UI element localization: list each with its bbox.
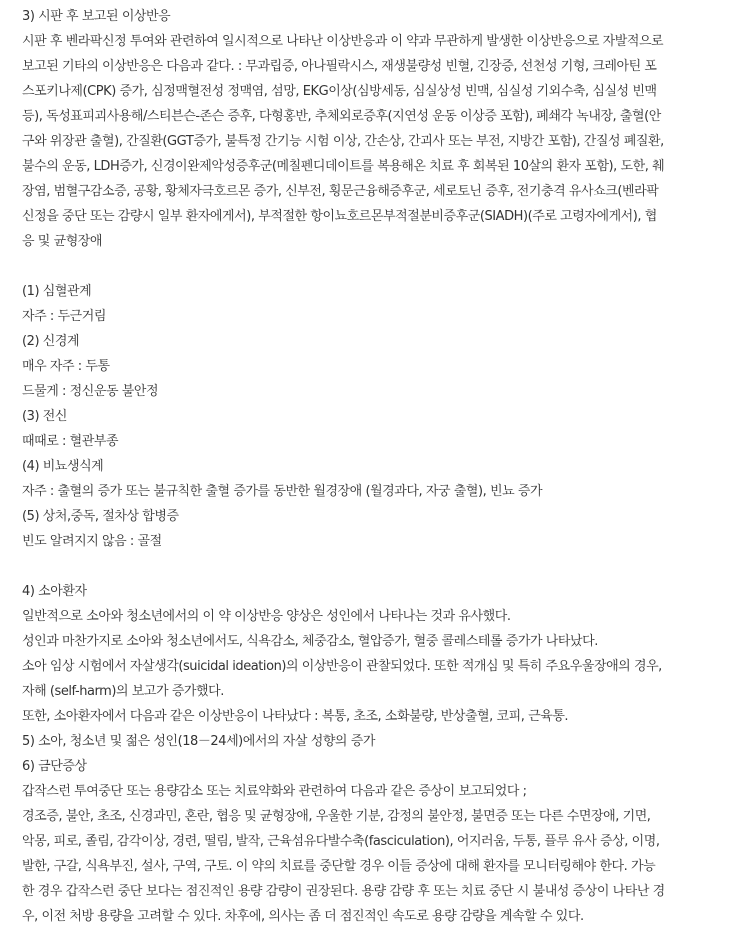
paragraph-line: 소아 임상 시험에서 자살생각(suicidal ideation)의 이상반응이 관찰되었다. 또한 적개심 및 특히 주요우울장애의 경우, xyxy=(22,659,662,674)
paragraph-line: 자해 (self-harm)의 보고가 증가했다. xyxy=(22,684,224,699)
list-heading: (4) 비뇨생식계 xyxy=(22,459,104,474)
paragraph-line: 응 및 균형장애 xyxy=(22,234,103,249)
paragraph-line: 장염, 범혈구감소증, 공황, 황체자극호르몬 증가, 신부전, 횡문근융해증후군, 세로토닌 증후, 전기충격 유사쇼크(벤라팍 xyxy=(22,184,659,199)
paragraph-line: 등), 독성표피괴사용해/스티븐슨-존슨 증후, 다형홍반, 추체외로증후(지연성 운동 이상증 포함), 폐쇄각 녹내장, 출혈(안 xyxy=(22,109,661,124)
blank-line xyxy=(22,554,738,579)
list-heading: (2) 신경계 xyxy=(22,334,80,349)
list-item: 자주 : 출혈의 증가 또는 불규칙한 출혈 증가를 동반한 월경장애 (월경과다, 자궁 출혈), 빈뇨 증가 xyxy=(22,484,543,499)
paragraph-line: 악몽, 피로, 졸림, 감각이상, 경련, 떨림, 발작, 근육섬유다발수축(fasciculation), 어지러움, 두통, 플루 유사 증상, 이명, xyxy=(22,834,660,849)
section-heading: 5) 소아, 청소년 및 젊은 성인(18－24세)에서의 자살 성향의 증가 xyxy=(22,734,375,749)
paragraph-line: 경조증, 불안, 초조, 신경과민, 혼란, 협응 및 균형장애, 우울한 기분, 감정의 불안정, 불면증 또는 다른 수면장애, 기면, xyxy=(22,809,651,824)
paragraph-line: 스포키나제(CPK) 증가, 심정맥혈전성 정맥염, 섬망, EKG이상(심방세동, 심실상성 빈맥, 심실성 기외수축, 심실성 빈맥 xyxy=(22,84,657,99)
blank-line xyxy=(22,254,738,279)
list-item: 때때로 : 혈관부종 xyxy=(22,434,119,449)
paragraph-line: 발한, 구갈, 식욕부진, 설사, 구역, 구토. 이 약의 치료를 중단할 경우 이들 증상에 대해 환자를 모니터링해야 한다. 가능 xyxy=(22,859,656,874)
list-item: 드물게 : 정신운동 불안정 xyxy=(22,384,159,399)
paragraph-line: 갑작스런 투여중단 또는 용량감소 또는 치료약화와 관련하여 다음과 같은 증상이 보고되었다 ; xyxy=(22,784,527,799)
section-heading: 4) 소아환자 xyxy=(22,584,87,599)
paragraph-line: 우, 이전 처방 용량을 고려할 수 있다. 차후에, 의사는 좀 더 점진적인 속도로 용량 감량을 계속할 수 있다. xyxy=(22,909,584,924)
paragraph-line: 성인과 마찬가지로 소아와 청소년에서도, 식욕감소, 체중감소, 혈압증가, 혈중 콜레스테롤 증가가 나타났다. xyxy=(22,634,598,649)
list-item: 빈도 알려지지 않음 : 골절 xyxy=(22,534,162,549)
paragraph-line: 보고된 기타의 이상반응은 다음과 같다. : 무과립증, 아나필락시스, 재생불량성 빈혈, 긴장증, 선천성 기형, 크레아틴 포 xyxy=(22,59,657,74)
list-heading: (5) 상처,중독, 절차상 합병증 xyxy=(22,509,179,524)
paragraph-line: 구와 위장관 출혈), 간질환(GGT증가, 불특정 간기능 시험 이상, 간손상, 간괴사 또는 부전, 지방간 포함), 간질성 폐질환, xyxy=(22,134,664,149)
list-heading: (3) 전신 xyxy=(22,409,67,424)
postmarketing-section xyxy=(22,4,738,254)
system-organ-class-list xyxy=(22,279,738,554)
paragraph-line: 일반적으로 소아와 청소년에서의 이 약 이상반응 양상은 성인에서 나타나는 것과 유사했다. xyxy=(22,609,511,624)
paragraph-line: 불수의 운동, LDH증가, 신경이완제악성증후군(메칠펜디데이트를 복용해온 치료 후 회복된 10살의 환자 포함), 도한, 췌 xyxy=(22,159,665,174)
section-heading: 6) 금단증상 xyxy=(22,759,87,774)
paragraph-line: 신정을 중단 또는 감량시 일부 환자에게서), 부적절한 항이뇨호르몬부적절분비증후군(SIADH)(주로 고령자에게서), 협 xyxy=(22,209,657,224)
list-heading: (1) 심혈관계 xyxy=(22,284,92,299)
paragraph-line: 한 경우 갑작스런 중단 보다는 점진적인 용량 감량이 권장된다. 용량 감량 후 또는 치료 중단 시 불내성 증상이 나타난 경 xyxy=(22,884,665,899)
section-heading: 3) 시판 후 보고된 이상반응 xyxy=(22,9,171,24)
paragraph-line: 또한, 소아환자에서 다음과 같은 이상반응이 나타났다 : 복통, 초조, 소화불량, 반상출혈, 코피, 근육통. xyxy=(22,709,569,724)
pediatric-section xyxy=(22,579,738,929)
paragraph-line: 시판 후 벤라팍신정 투여와 관련하여 일시적으로 나타난 이상반응과 이 약과 무관하게 발생한 이상반응으로 자발적으로 xyxy=(22,34,664,49)
list-item: 매우 자주 : 두통 xyxy=(22,359,110,374)
list-item: 자주 : 두근거림 xyxy=(22,309,106,324)
